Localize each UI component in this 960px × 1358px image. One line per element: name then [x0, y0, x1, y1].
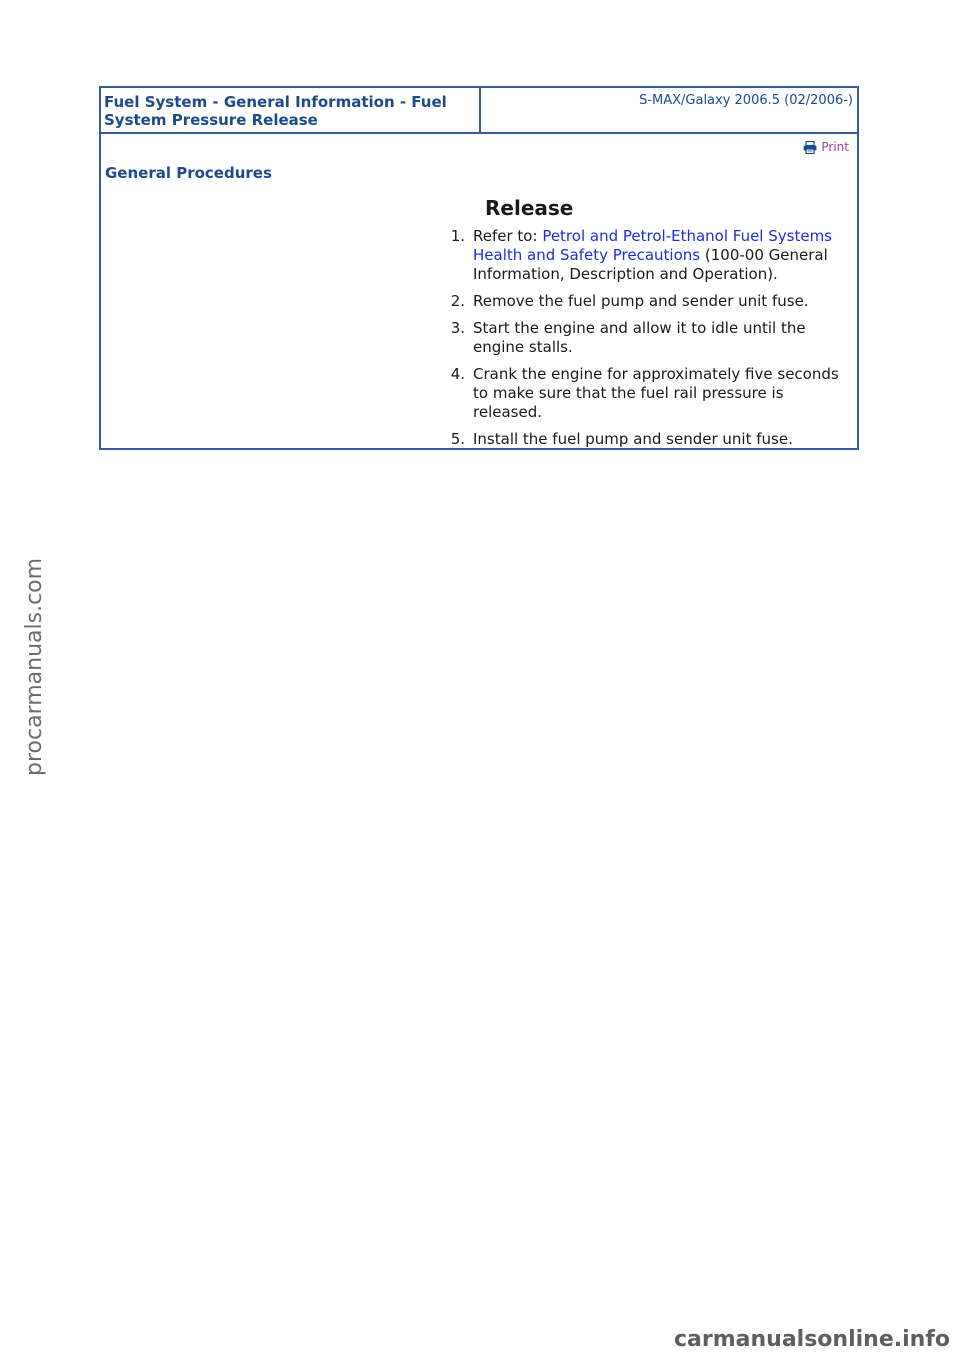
side-watermark: procarmanuals.com — [22, 557, 47, 776]
step-number: 5. — [450, 430, 465, 448]
procedure-steps — [429, 227, 849, 457]
step-number: 4. — [450, 365, 465, 383]
print-label: Print — [821, 140, 849, 154]
printer-icon — [803, 141, 817, 154]
step-text — [473, 227, 849, 284]
bottom-watermark: carmanualsonline.info — [674, 1327, 950, 1352]
step-4 — [429, 365, 849, 422]
step-text: Install the fuel pump and sender unit fuse. — [473, 430, 793, 448]
safety-precautions-link[interactable]: Petrol and Petrol-Ethanol Fuel Systems Health and Safety Precautions — [473, 227, 832, 264]
step-suffix: (100-00 General Information, Description and Operation). — [473, 246, 828, 283]
step-text: Start the engine and allow it to idle until the engine stalls. — [473, 319, 806, 356]
procedure-document — [99, 86, 859, 450]
step-3 — [429, 319, 849, 357]
step-number: 2. — [450, 292, 465, 310]
vehicle-model: S-MAX/Galaxy 2006.5 (02/2006-) — [639, 93, 853, 108]
step-5 — [429, 430, 849, 449]
step-2 — [429, 292, 849, 311]
step-prefix: Refer to: — [473, 227, 543, 245]
step-1 — [429, 227, 849, 284]
step-text: Remove the fuel pump and sender unit fuse. — [473, 292, 809, 310]
procedure-title: Release — [485, 196, 574, 220]
step-text: Crank the engine for approximately five seconds to make sure that the fuel rail pressure is released. — [473, 365, 839, 421]
section-heading: General Procedures — [105, 164, 272, 182]
step-number: 1. — [450, 227, 465, 245]
document-title: Fuel System - General Information - Fuel System Pressure Release — [101, 88, 481, 132]
print-button[interactable] — [803, 140, 849, 154]
document-header — [101, 88, 857, 134]
step-number: 3. — [450, 319, 465, 337]
